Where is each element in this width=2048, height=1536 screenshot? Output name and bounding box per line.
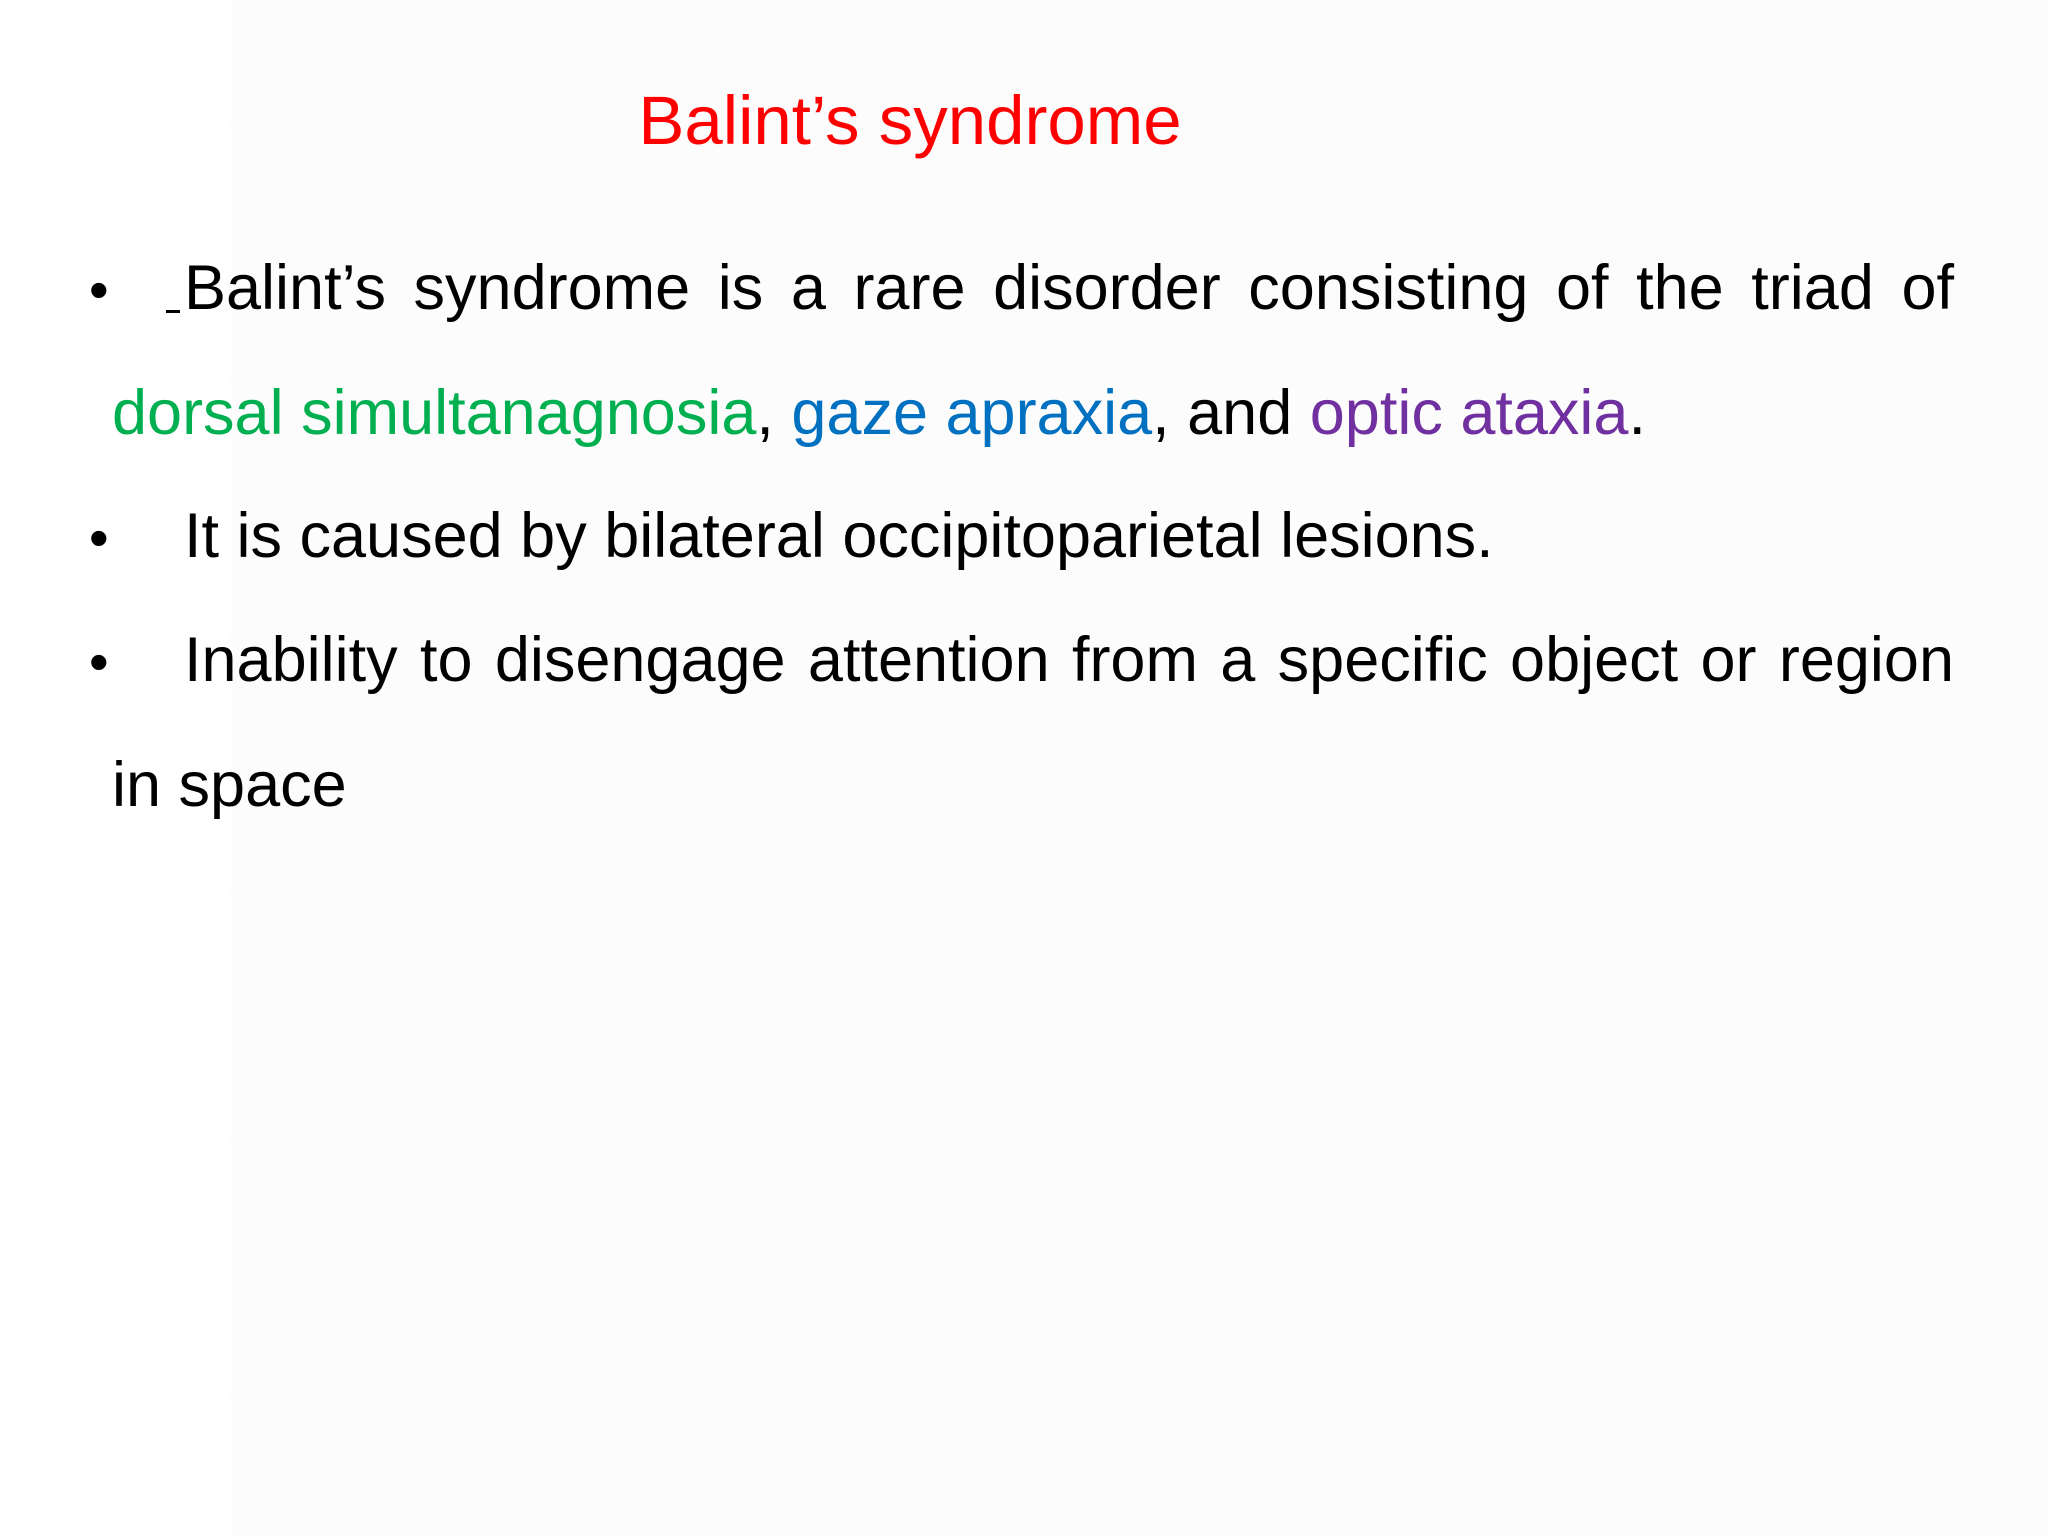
bullet-1-line-1: Balint’s syndrome is a rare disorder consisting of the triad of	[184, 253, 1954, 323]
bullet-3-line-1: Inability to disengage attention from a specific object or region	[184, 625, 1954, 695]
term-optic-ataxia: optic ataxia	[1309, 378, 1629, 448]
term-gaze-apraxia: gaze apraxia	[791, 378, 1153, 448]
bullet-marker: •	[89, 506, 109, 569]
bullet-2-text: It is caused by bilateral occipitoparietal lesions.	[184, 501, 1494, 571]
period: .	[1628, 378, 1646, 448]
separator: , and	[1152, 378, 1310, 448]
slide-title: Balint’s syndrome	[638, 82, 1182, 159]
separator: ,	[756, 378, 792, 448]
bullet-1-line-2	[112, 373, 1646, 453]
term-dorsal-simultanagnosia: dorsal simultanagnosia	[112, 378, 757, 448]
bullet-3-line-2: in space	[112, 750, 347, 820]
bullet-marker: •	[89, 258, 109, 321]
underscore-mark	[166, 310, 180, 313]
bullet-marker: •	[89, 630, 109, 693]
